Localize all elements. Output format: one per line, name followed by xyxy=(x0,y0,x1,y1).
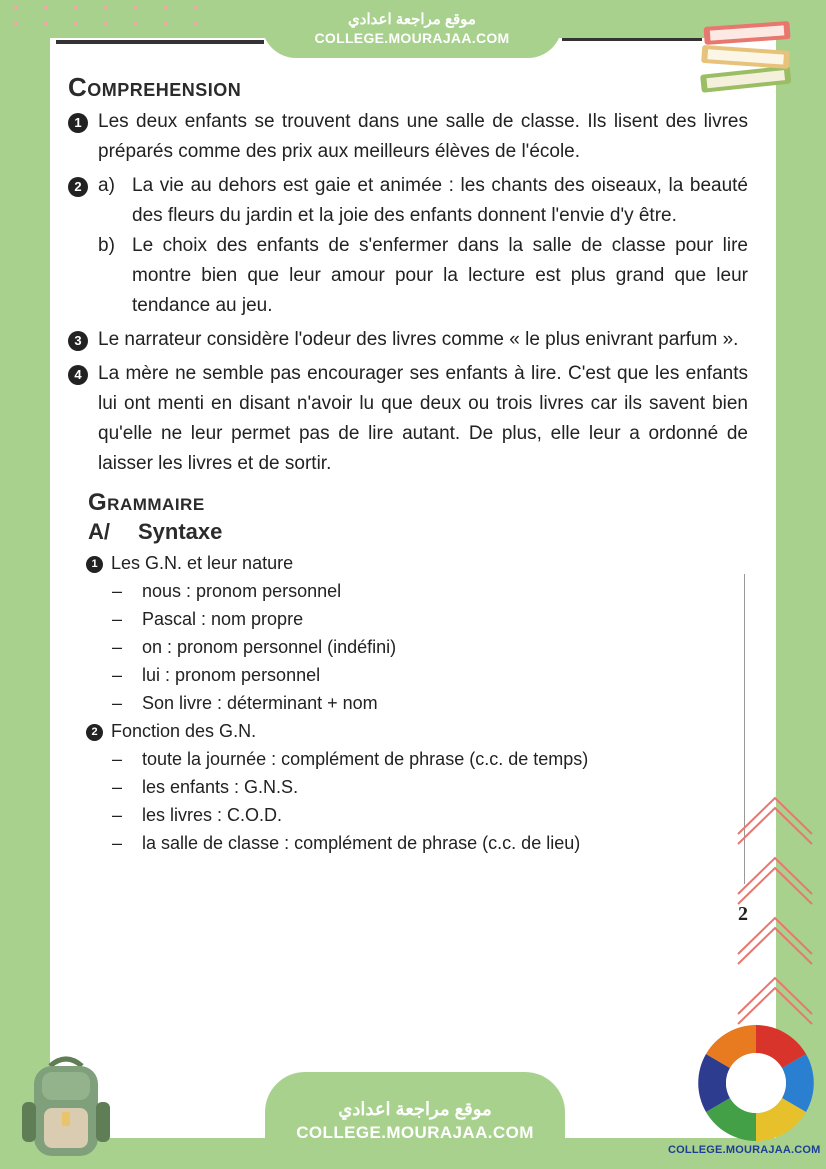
subsection-label: A/ xyxy=(88,519,110,544)
answer-text: Les deux enfants se trouvent dans une salle de classe. Ils lisent des livres préparés comme des prix aux meilleurs élèves de l'école. xyxy=(98,111,748,162)
page-number: 2 xyxy=(738,903,748,925)
list-item-text: la salle de classe : complément de phrase (c.c. de lieu) xyxy=(142,833,581,853)
question-title: Les G.N. et leur nature xyxy=(111,553,294,573)
list-item: – la salle de classe : complément de phrase (c.c. de lieu) xyxy=(112,833,581,853)
section-title-comprehension: Comprehension xyxy=(68,72,242,102)
list-item: – les enfants : G.N.S. xyxy=(112,777,299,797)
list-item: – toute la journée : complément de phrase (c.c. de temps) xyxy=(112,749,589,769)
list-item-text: toute la journée : complément de phrase (c.c. de temps) xyxy=(142,749,589,769)
backpack-icon xyxy=(16,1052,116,1162)
sub-label: b) xyxy=(98,235,115,256)
number-badge: 3 xyxy=(68,331,88,351)
list-item-text: on : pronom personnel (indéfini) xyxy=(142,637,397,657)
top-rule xyxy=(56,40,264,44)
answer-text: Le choix des enfants de s'enfermer dans la salle de classe pour lire montre bien que leur amour pour la lecture est plus grand que leur tendance au jeu. xyxy=(132,235,748,316)
top-rule-right xyxy=(562,38,702,41)
education-wheel-icon xyxy=(694,1022,818,1144)
list-item: – lui : pronom personnel xyxy=(112,665,321,685)
decorative-dots xyxy=(0,0,200,40)
chevron-up-icon xyxy=(730,790,820,1030)
grammar-question-2 xyxy=(68,717,748,745)
list-item-text: les enfants : G.N.S. xyxy=(142,777,299,797)
header-banner xyxy=(262,0,562,58)
number-badge: 4 xyxy=(68,365,88,385)
number-badge: 1 xyxy=(86,556,103,573)
comprehension-answer-3 xyxy=(68,325,748,355)
list-item-text: Pascal : nom propre xyxy=(142,609,304,629)
footer-banner xyxy=(265,1072,565,1169)
header-site-arabic: موقع مراجعة اعدادي xyxy=(348,11,476,28)
list-item: – on : pronom personnel (indéfini) xyxy=(112,637,397,657)
list-item-text: les livres : C.O.D. xyxy=(142,805,283,825)
question-title: Fonction des G.N. xyxy=(111,721,257,741)
comprehension-answer-2 xyxy=(68,171,748,321)
sub-label: a) xyxy=(98,175,115,196)
number-badge: 2 xyxy=(68,177,88,197)
sub-answer-b xyxy=(98,231,748,321)
grammar-question-1 xyxy=(68,549,748,577)
list-item: – nous : pronom personnel xyxy=(112,581,342,601)
number-badge: 2 xyxy=(86,724,103,741)
answer-text: La vie au dehors est gaie et animée : les chants des oiseaux, la beauté des fleurs du jardin et la joie des enfants donnent l'envie d'y être. xyxy=(132,175,748,226)
comprehension-answer-1 xyxy=(68,107,748,167)
sub-answer-a xyxy=(98,171,748,231)
list-item: – les livres : C.O.D. xyxy=(112,805,283,825)
comprehension-answer-4 xyxy=(68,359,748,479)
header-site-url[interactable]: COLLEGE.MOURAJAA.COM xyxy=(314,30,510,46)
list-item-text: Son livre : déterminant + nom xyxy=(142,693,378,713)
footer-site-url[interactable]: COLLEGE.MOURAJAA.COM xyxy=(296,1122,534,1142)
section-title-grammaire: Grammaire xyxy=(88,489,205,516)
subsection-title-syntaxe xyxy=(88,519,748,545)
list-item-text: lui : pronom personnel xyxy=(142,665,321,685)
footer-logo-text: COLLEGE.MOURAJAA.COM xyxy=(668,1144,821,1156)
answer-text: La mère ne semble pas encourager ses enfants à lire. C'est que les enfants lui ont menti en disant n'avoir lu que deux ou trois livres car ils savent bien qu'elle ne leur permet pas de lire autant. De plus, elle leur a ordonné de laisser les livres et de sortir. xyxy=(98,363,748,474)
list-item: – Son livre : déterminant + nom xyxy=(112,693,378,713)
footer-site-arabic: موقع مراجعة اعدادي xyxy=(338,1098,492,1119)
list-item-text: nous : pronom personnel xyxy=(142,581,342,601)
answer-text: Le narrateur considère l'odeur des livres comme « le plus enivrant parfum ». xyxy=(98,329,739,350)
number-badge: 1 xyxy=(68,113,88,133)
subsection-title: Syntaxe xyxy=(138,519,223,544)
list-item: – Pascal : nom propre xyxy=(112,609,304,629)
document-content xyxy=(68,72,748,857)
